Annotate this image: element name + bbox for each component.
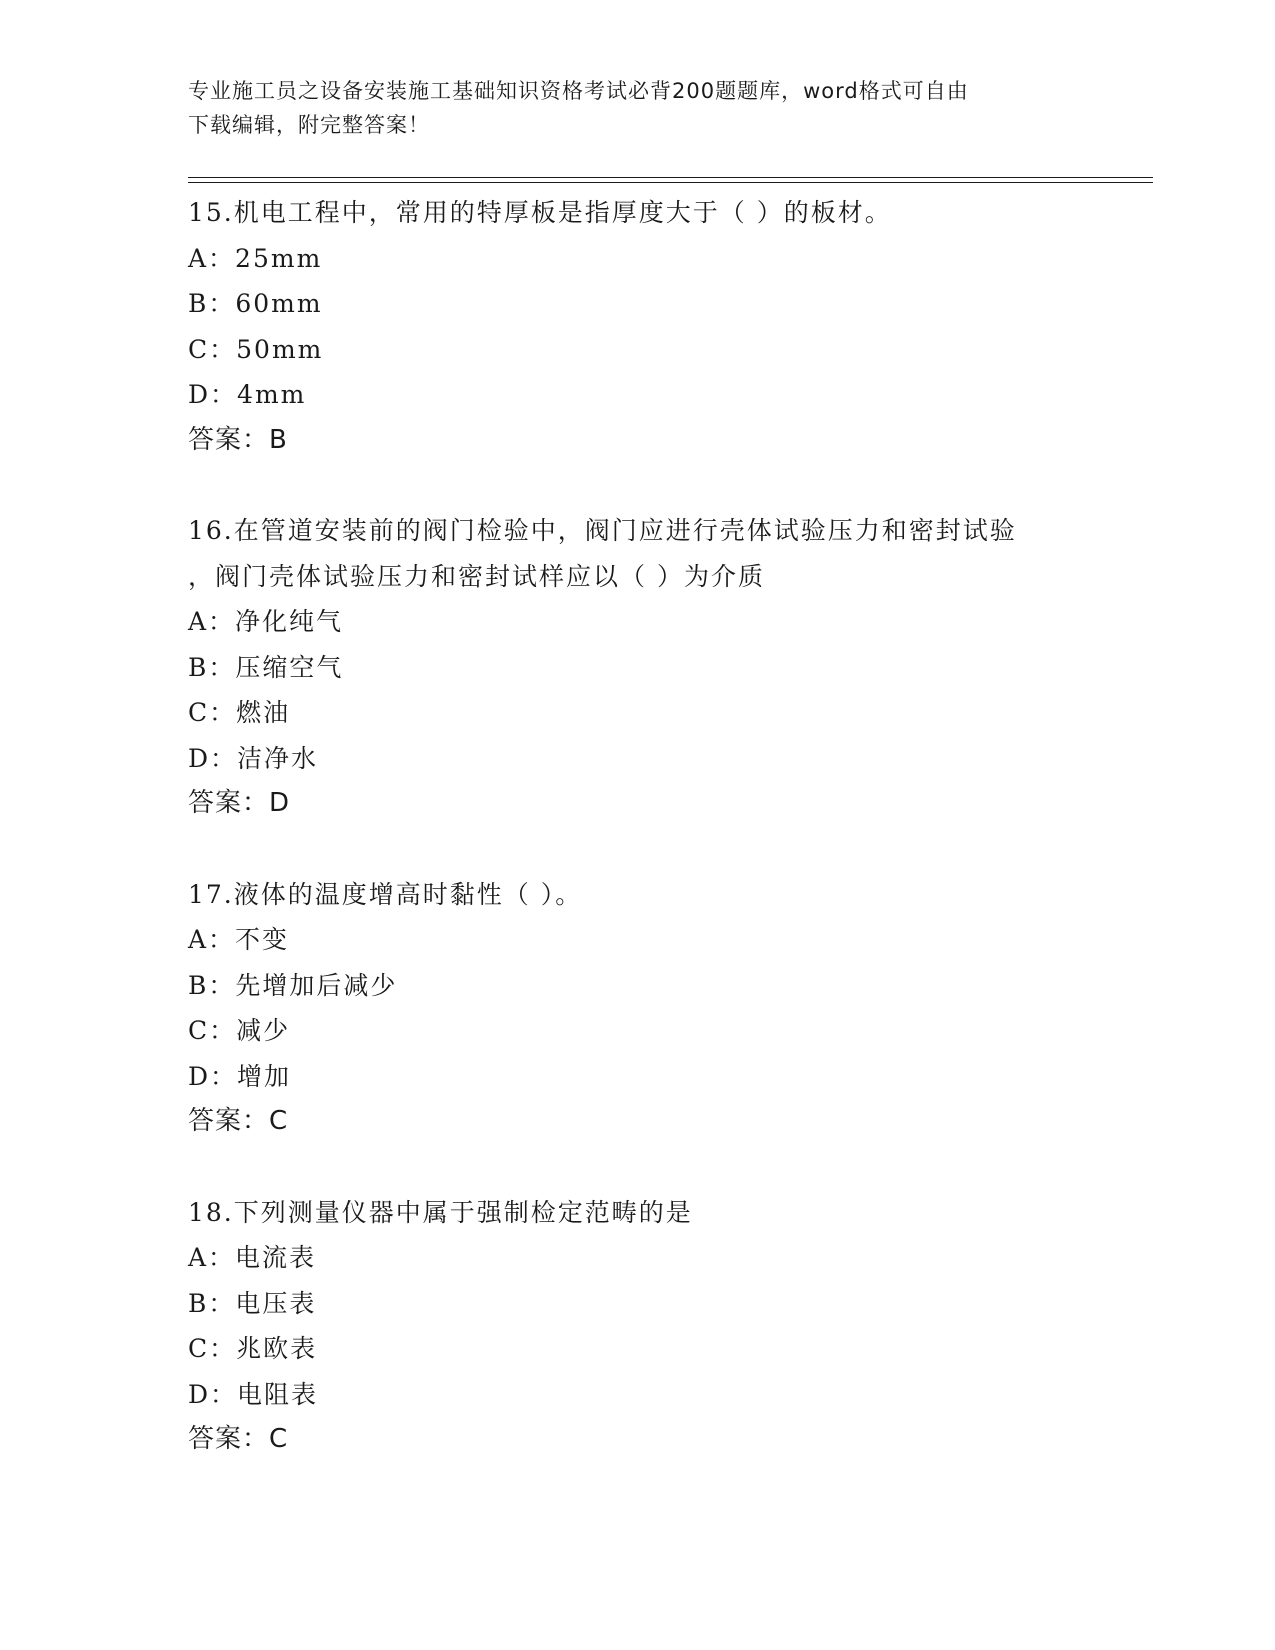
header-divider-top	[188, 177, 1153, 178]
answer: 答案：D	[188, 788, 291, 818]
option-c: C：燃油	[188, 698, 291, 727]
question-text	[188, 508, 1088, 599]
question-18	[188, 1190, 1088, 1463]
question-text	[188, 872, 1088, 918]
option-a: A：不变	[188, 925, 290, 954]
header-line-1: 专业施工员之设备安装施工基础知识资格考试必背200题题库，word格式可自由	[188, 79, 969, 103]
question-text-line: ，阀门壳体试验压力和密封试样应以（ ）为介质	[188, 561, 765, 591]
option-b: B：电压表	[188, 1288, 317, 1318]
question-text-line: 18.下列测量仪器中属于强制检定范畴的是	[188, 1197, 693, 1227]
option-c: C：兆欧表	[188, 1334, 318, 1363]
header-divider-bottom	[188, 182, 1153, 183]
option-d: D：洁净水	[188, 743, 319, 773]
document-header	[188, 74, 1078, 142]
question-text-line: 16.在管道安装前的阀门检验中，阀门应进行壳体试验压力和密封试验	[188, 516, 1017, 545]
answer: 答案：B	[188, 424, 288, 455]
question-text	[188, 190, 1088, 236]
header-line-2: 下载编辑，附完整答案！	[188, 113, 430, 137]
question-17	[188, 872, 1088, 1145]
option-c: C：50mm	[188, 334, 324, 364]
option-a: A：净化纯气	[188, 607, 344, 636]
option-d: D：4mm	[188, 380, 307, 409]
option-a: A：电流表	[188, 1243, 317, 1272]
question-text-line: 15.机电工程中，常用的特厚板是指厚度大于（ ）的板材。	[188, 198, 892, 227]
option-b: B：60mm	[188, 289, 323, 318]
question-list	[188, 190, 1088, 1463]
option-c: C：减少	[188, 1016, 291, 1045]
answer: 答案：C	[188, 1424, 289, 1454]
option-b: B：压缩空气	[188, 652, 344, 682]
question-text-line: 17.液体的温度增高时黏性（ ）。	[188, 879, 583, 909]
option-b: B：先增加后减少	[188, 970, 398, 1000]
option-a: A：25mm	[188, 243, 323, 273]
question-16	[188, 508, 1088, 827]
answer: 答案：C	[188, 1106, 289, 1136]
option-d: D：增加	[188, 1061, 292, 1091]
question-text	[188, 1190, 1088, 1236]
option-d: D：电阻表	[188, 1379, 319, 1409]
question-15	[188, 190, 1088, 463]
